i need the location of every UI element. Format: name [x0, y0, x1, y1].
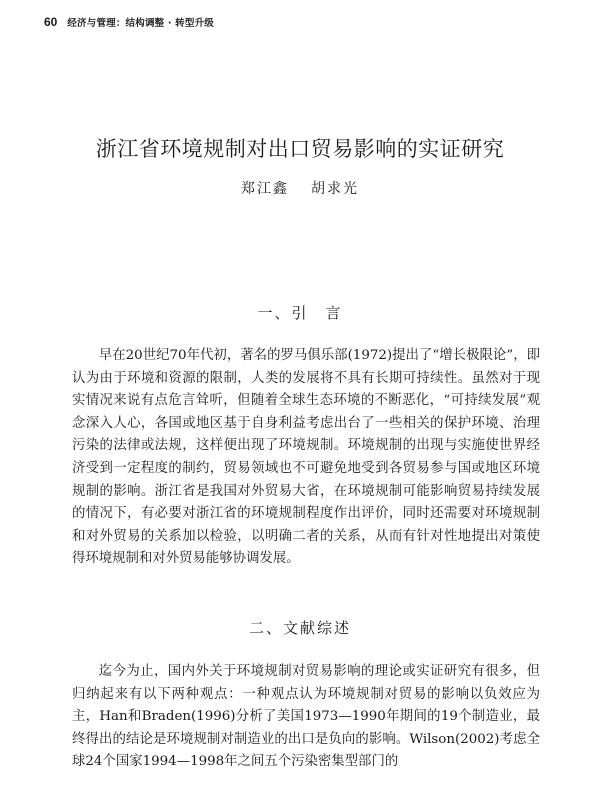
running-header [44, 15, 214, 29]
section-heading: 一、引 言 [257, 304, 343, 322]
page-number: 60 [44, 15, 58, 29]
author-name: 胡求光 [311, 181, 359, 197]
running-head-text: 经济与管理：结构调整 · 转型升级 [67, 18, 214, 29]
author-list [0, 178, 600, 198]
body-paragraph: 早在20世纪70年代初，著名的罗马俱乐部(1972)提出了“增长极限论”，即认为由于环境和资源的限制，人类的发展将不具有长期可持续性。虽然对于现实情况来说有点危言耸听，但随着全球生态环境的不断恶化，“可持续发展”观念深入人心，各国或地区基于自身利益考虑出台了一些相关的保护环境、治理污染的法律或法规，这样便出现了环境规制。环境规制的出现与实施使世界经济受到一定程度的制约，贸易领域也不可避免地受到各贸易参与国或地区环境规制的影响。浙江省是我国对外贸易大省，在环境规制可能影响贸易持续发展的情况下，有必要对浙江省的环境规制程度作出评价，同时还需要对环境规制和对外贸易的关系加以检验，以明确二者的关系，从而有针对性地提出对策使得环境规制和对外贸易能够协调发展。 [72, 348, 540, 567]
body-paragraph: 迄今为止，国内外关于环境规制对贸易影响的理论或实证研究有很多，但归纳起来有以下两种观点：一种观点认为环境规制对贸易的影响以负效应为主，Han和Braden(1996)分析了美国1973—1990年期间的19个制造业，最终得出的结论是环境规制对制造业的出口是负向的影响。Wilson(2002)考虑全球24个国家1994—1998年之间五个污染密集型部门的 [72, 664, 540, 770]
author-name: 郑江鑫 [241, 181, 289, 197]
section-heading: 二、文献综述 [248, 619, 351, 637]
article-title: 浙江省环境规制对出口贸易影响的实证研究 [95, 137, 505, 161]
